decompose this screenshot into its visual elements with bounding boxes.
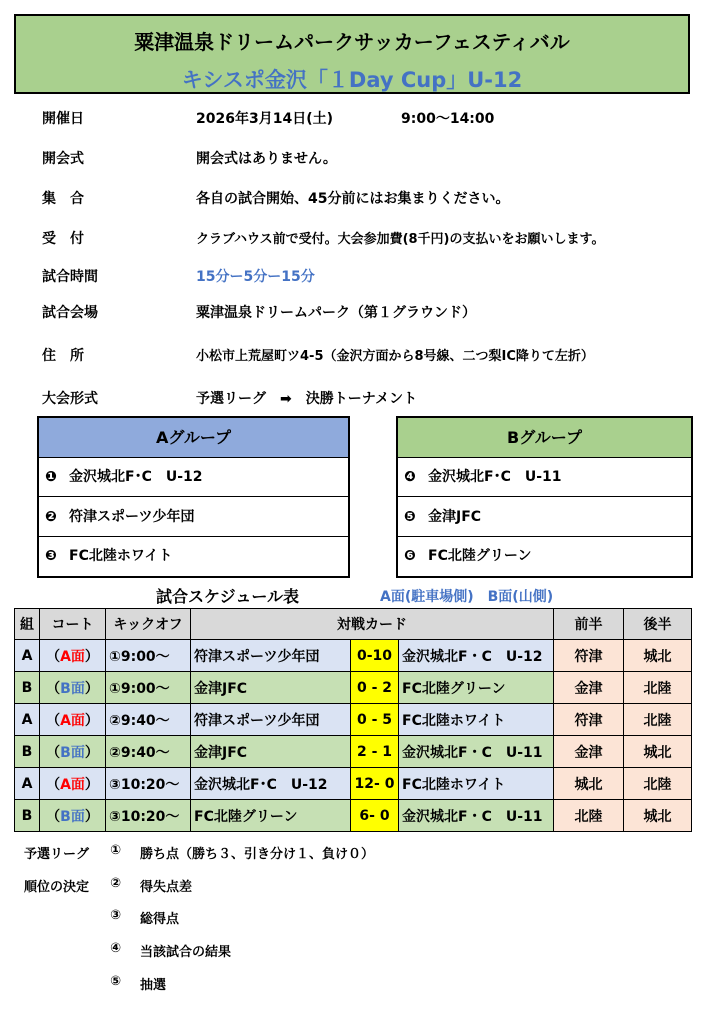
court-paren: ） xyxy=(84,744,99,761)
group-cell: B xyxy=(15,800,40,832)
group-b-box xyxy=(396,416,693,578)
date-label: 開催日 xyxy=(42,111,84,127)
court-paren: （ xyxy=(46,712,61,729)
court-paren: （ xyxy=(46,680,61,697)
schedule-table xyxy=(14,608,692,832)
court-cell xyxy=(40,800,106,832)
group-a-team xyxy=(39,458,348,497)
second-half-referee-cell: 城北 xyxy=(624,640,692,672)
court-letter: B面 xyxy=(60,744,85,761)
court-paren: （ xyxy=(46,808,61,825)
first-half-referee-cell: 金津 xyxy=(554,672,624,704)
courts-note: A面(駐車場側) B面(山側) xyxy=(380,589,554,605)
table-row xyxy=(15,768,692,800)
meeting-value: 各自の試合開始、45分前にはお集まりください。 xyxy=(196,191,510,207)
team-number-icon: ❶ xyxy=(45,469,57,485)
criterion-number: ④ xyxy=(110,941,122,956)
event-title: 粟津温泉ドリームパークサッカーフェスティバル xyxy=(134,30,570,54)
team-name: 金沢城北F･C U-11 xyxy=(428,469,562,485)
kickoff-cell: ③10:20～ xyxy=(106,800,191,832)
second-half-referee-cell: 北陸 xyxy=(624,672,692,704)
court-cell xyxy=(40,736,106,768)
score-cell: 0 - 5 xyxy=(351,704,399,736)
time-range: 9:00～14:00 xyxy=(401,111,495,127)
court-letter: A面 xyxy=(60,648,85,665)
team-name: FC北陸ホワイト xyxy=(69,548,173,564)
court-paren: （ xyxy=(46,648,61,665)
court-paren: ） xyxy=(84,712,99,729)
score-cell: 6- 0 xyxy=(351,800,399,832)
group-b-team xyxy=(398,458,691,497)
second-half-referee-cell: 城北 xyxy=(624,800,692,832)
away-team-cell: FC北陸グリーン xyxy=(399,672,554,704)
table-row xyxy=(15,640,692,672)
court-cell xyxy=(40,640,106,672)
court-letter: A面 xyxy=(60,712,85,729)
group-a-team xyxy=(39,498,348,537)
home-team-cell: 金沢城北F･C U-12 xyxy=(191,768,351,800)
match-time-label: 試合時間 xyxy=(42,269,98,285)
team-name: 金津JFC xyxy=(428,509,482,525)
away-team-cell: FC北陸ホワイト xyxy=(399,704,554,736)
court-paren: （ xyxy=(46,744,61,761)
group-b-team xyxy=(398,537,691,576)
criterion-text: 得失点差 xyxy=(140,880,193,895)
match-col-header: 対戦カード xyxy=(191,609,554,640)
group-b-team xyxy=(398,498,691,537)
court-paren: ） xyxy=(84,680,99,697)
group-col-header: 組 xyxy=(15,609,40,640)
venue-label: 試合会場 xyxy=(42,305,98,321)
address-value: 小松市上荒屋町ツ4-5（金沢方面から8号線、二つ梨IC降りて左折） xyxy=(196,349,594,364)
match-time-value: 15分ー5分ー15分 xyxy=(196,269,315,285)
home-team-cell: 金津JFC xyxy=(191,736,351,768)
group-cell: A xyxy=(15,704,40,736)
criterion-number: ① xyxy=(110,843,122,858)
away-team-cell: 金沢城北F・C U-12 xyxy=(399,640,554,672)
first-half-referee-cell: 符津 xyxy=(554,640,624,672)
team-number-icon: ❺ xyxy=(404,509,416,525)
group-cell: A xyxy=(15,768,40,800)
table-row xyxy=(15,800,692,832)
table-row xyxy=(15,736,692,768)
kickoff-cell: ②9:40～ xyxy=(106,704,191,736)
criterion-number: ② xyxy=(110,876,122,891)
second-half-col-header: 後半 xyxy=(624,609,692,640)
address-label: 住 所 xyxy=(42,348,84,364)
cup-title: キシスポ金沢「１Day Cup」U-12 xyxy=(181,68,523,92)
kickoff-cell: ③10:20～ xyxy=(106,768,191,800)
court-letter: B面 xyxy=(60,680,85,697)
table-row xyxy=(15,704,692,736)
kickoff-cell: ①9:00～ xyxy=(106,640,191,672)
criterion-number: ③ xyxy=(110,908,122,923)
score-cell: 0 - 2 xyxy=(351,672,399,704)
home-team-cell: 符津スポーツ少年団 xyxy=(191,704,351,736)
group-a-header: Aグループ xyxy=(39,418,348,458)
date-value: 2026年3月14日(土) xyxy=(196,111,333,127)
court-cell xyxy=(40,704,106,736)
home-team-cell: FC北陸グリーン xyxy=(191,800,351,832)
opening-label: 開会式 xyxy=(42,151,84,167)
score-cell: 2 - 1 xyxy=(351,736,399,768)
group-cell: B xyxy=(15,672,40,704)
score-cell: 12- 0 xyxy=(351,768,399,800)
team-number-icon: ❻ xyxy=(404,548,416,564)
score-cell: 0-10 xyxy=(351,640,399,672)
second-half-referee-cell: 北陸 xyxy=(624,704,692,736)
format-label: 大会形式 xyxy=(42,391,98,407)
court-cell xyxy=(40,672,106,704)
court-paren: ） xyxy=(84,776,99,793)
team-number-icon: ❹ xyxy=(404,469,416,485)
second-half-referee-cell: 北陸 xyxy=(624,768,692,800)
first-half-col-header: 前半 xyxy=(554,609,624,640)
reception-value: クラブハウス前で受付。大会参加費(8千円)の支払いをお願いします。 xyxy=(196,232,605,247)
kickoff-cell: ①9:00～ xyxy=(106,672,191,704)
second-half-referee-cell: 城北 xyxy=(624,736,692,768)
first-half-referee-cell: 城北 xyxy=(554,768,624,800)
court-cell xyxy=(40,768,106,800)
group-cell: A xyxy=(15,640,40,672)
opening-value: 開会式はありません。 xyxy=(196,151,337,167)
away-team-cell: FC北陸ホワイト xyxy=(399,768,554,800)
meeting-label: 集 合 xyxy=(42,191,84,207)
court-letter: A面 xyxy=(60,776,85,793)
schedule-title: 試合スケジュール表 xyxy=(156,587,300,606)
group-a-team xyxy=(39,537,348,576)
reception-label: 受 付 xyxy=(42,231,84,247)
home-team-cell: 金津JFC xyxy=(191,672,351,704)
court-letter: B面 xyxy=(60,808,85,825)
team-name: 符津スポーツ少年団 xyxy=(69,509,195,525)
criterion-text: 総得点 xyxy=(140,912,180,927)
court-paren: ） xyxy=(84,808,99,825)
court-col-header: コート xyxy=(40,609,106,640)
first-half-referee-cell: 北陸 xyxy=(554,800,624,832)
first-half-referee-cell: 金津 xyxy=(554,736,624,768)
table-header-row xyxy=(15,609,692,640)
team-name: 金沢城北F･C U-12 xyxy=(69,469,203,485)
court-paren: （ xyxy=(46,776,61,793)
group-cell: B xyxy=(15,736,40,768)
group-b-header: Bグループ xyxy=(398,418,691,458)
team-name: FC北陸グリーン xyxy=(428,548,532,564)
away-team-cell: 金沢城北F・C U-11 xyxy=(399,736,554,768)
team-number-icon: ❷ xyxy=(45,509,57,525)
kickoff-cell: ②9:40～ xyxy=(106,736,191,768)
criterion-text: 当該試合の結果 xyxy=(140,945,232,960)
court-paren: ） xyxy=(84,648,99,665)
first-half-referee-cell: 符津 xyxy=(554,704,624,736)
ranking-label-2: 順位の決定 xyxy=(24,880,90,895)
criterion-text: 抽選 xyxy=(140,978,167,993)
team-number-icon: ❸ xyxy=(45,548,57,564)
ranking-label-1: 予選リーグ xyxy=(24,847,90,862)
kickoff-col-header: キックオフ xyxy=(106,609,191,640)
format-value: 予選リーグ ➡ 決勝トーナメント xyxy=(196,391,418,407)
criterion-number: ⑤ xyxy=(110,974,122,989)
criterion-text: 勝ち点（勝ち３、引き分け１、負け０） xyxy=(140,847,375,862)
table-row xyxy=(15,672,692,704)
title-banner xyxy=(14,14,690,94)
away-team-cell: 金沢城北F・C U-11 xyxy=(399,800,554,832)
group-a-box xyxy=(37,416,350,578)
venue-value: 粟津温泉ドリームパーク（第１グラウンド） xyxy=(196,305,476,321)
home-team-cell: 符津スポーツ少年団 xyxy=(191,640,351,672)
